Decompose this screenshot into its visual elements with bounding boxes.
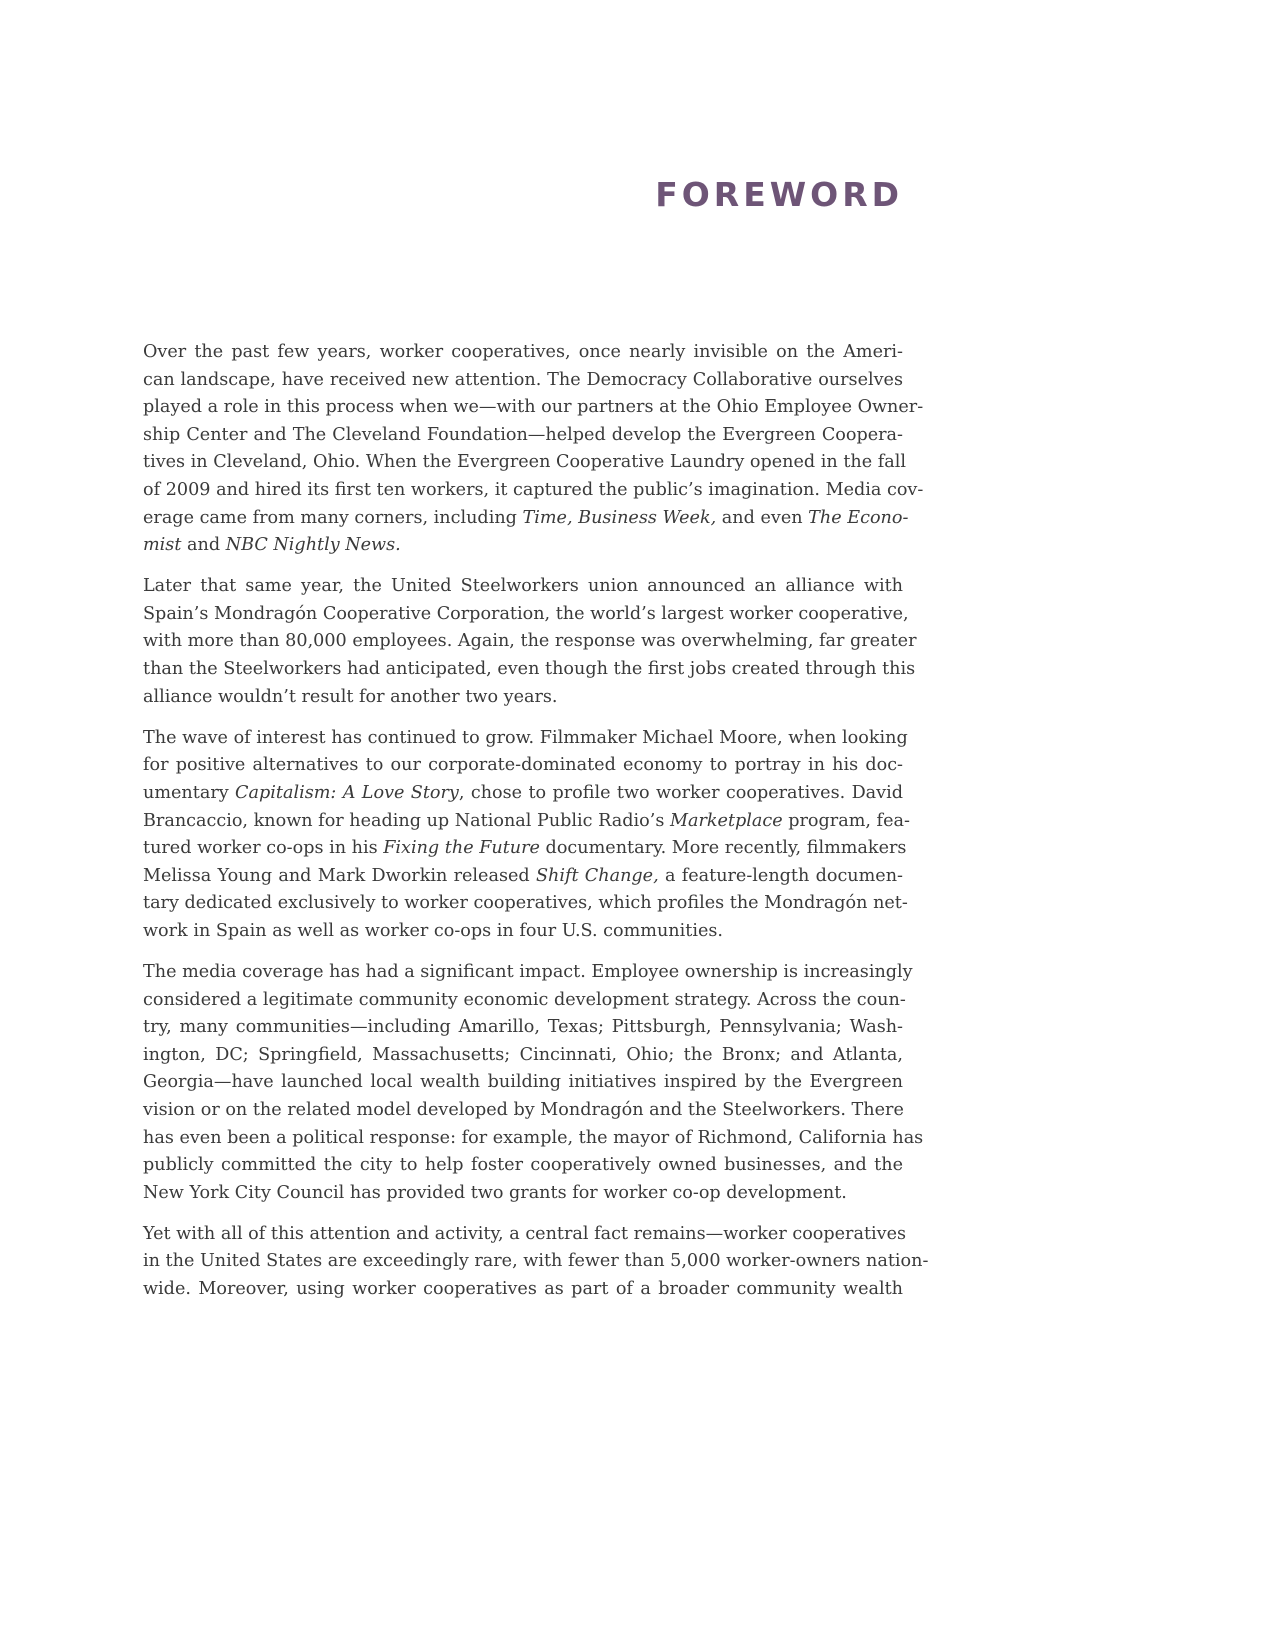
text-line: [143, 890, 908, 918]
text-line: [143, 449, 906, 477]
text-segment: umentary: [143, 782, 236, 803]
line-content: [143, 449, 906, 477]
text-line: [143, 752, 903, 780]
paragraph: [143, 725, 910, 946]
text-segment: Georgia—have launched local wealth building initiatives inspired by the Evergreen: [143, 1072, 903, 1093]
text-line: [143, 918, 903, 946]
text-line: [143, 808, 910, 836]
text-segment: Yet with all of this attention and activity, a central fact remains—worker cooperatives: [143, 1223, 907, 1244]
text-line: [143, 684, 903, 712]
italic-title: Marketplace: [669, 810, 783, 831]
line-content: [143, 808, 910, 836]
text-segment: tives in Cleveland, Ohio. When the Evergreen Cooperative Laundry opened in the fall: [143, 452, 906, 473]
line-content: [143, 1221, 907, 1249]
text-line: [143, 1276, 903, 1304]
text-segment: has even been a political response: for example, the mayor of Richmond, California has: [143, 1127, 924, 1148]
line-content: [143, 505, 909, 533]
text-segment: vision or on the related model developed by Mondragón and the Steelworkers. There: [143, 1099, 904, 1120]
line-content: [143, 863, 903, 891]
text-segment: and even: [716, 507, 809, 528]
line-content: [143, 339, 903, 367]
text-line: [143, 1042, 903, 1070]
text-segment: than the Steelworkers had anticipated, even though the first jobs created through this: [143, 659, 916, 680]
line-content: [143, 601, 909, 629]
text-line: [143, 1069, 903, 1097]
text-segment: ship Center and The Cleveland Foundation—helped develop the Evergreen Coopera-: [143, 424, 903, 445]
text-segment: Over the past few years, worker cooperatives, once nearly invisible on the Ameri-: [143, 342, 903, 362]
text-line: [143, 656, 916, 684]
line-content: [143, 890, 908, 918]
line-content: [143, 1097, 903, 1125]
line-content: [143, 394, 924, 422]
text-segment: documentary. More recently, filmmakers: [539, 838, 907, 859]
text-segment: program, fea-: [782, 810, 910, 831]
text-segment: wide. Moreover, using worker cooperatives as part of a broader community wealth: [143, 1279, 903, 1299]
line-content: [143, 987, 906, 1015]
text-line: [143, 780, 903, 808]
line-content: [143, 1042, 903, 1070]
line-content: [143, 367, 903, 395]
paragraph: [143, 1221, 929, 1304]
text-line: [143, 628, 917, 656]
italic-title: Fixing the Future: [383, 838, 540, 859]
text-line: [143, 1125, 924, 1153]
text-segment: , chose to profile two worker cooperatives. David: [458, 782, 903, 803]
text-segment: played a role in this process when we—with our partners at the Ohio Employee Owner-: [143, 397, 924, 418]
italic-title: Time, Business Week,: [522, 507, 717, 528]
text-segment: The wave of interest has continued to grow. Filmmaker Michael Moore, when looking: [143, 727, 908, 748]
text-line: [143, 959, 913, 987]
paragraph: [143, 573, 917, 711]
italic-title: The Econo-: [808, 507, 909, 528]
line-content: [143, 1014, 903, 1042]
line-content: [143, 628, 917, 656]
line-content: [143, 752, 903, 780]
line-content: [143, 1125, 924, 1153]
text-segment: with more than 80,000 employees. Again, the response was overwhelming, far greater: [143, 631, 917, 652]
text-line: [143, 835, 907, 863]
text-segment: can landscape, have received new attention. The Democracy Collaborative ourselves: [143, 369, 903, 390]
text-segment: considered a legitimate community economic development strategy. Across the coun-: [143, 989, 906, 1010]
text-segment: in the United States are exceedingly rare, with fewer than 5,000 worker-owners nation-: [143, 1251, 929, 1272]
line-content: [143, 835, 907, 863]
line-content: [143, 959, 913, 987]
text-segment: erage came from many corners, including: [143, 507, 523, 528]
italic-title: Capitalism: A Love Story: [235, 782, 459, 803]
line-content: [143, 1069, 903, 1097]
text-line: [143, 573, 903, 601]
line-content: [143, 1180, 903, 1208]
line-content: [143, 725, 908, 753]
line-content: [143, 532, 903, 560]
text-segment: tured worker co-ops in his: [143, 838, 384, 859]
text-segment: a feature-length documen-: [658, 865, 903, 886]
text-segment: Later that same year, the United Steelworkers union announced an alliance with: [143, 576, 903, 597]
text-line: [143, 1221, 907, 1249]
text-line: [143, 601, 909, 629]
text-segment: Spain’s Mondragón Cooperative Corporation, the world’s largest worker cooperative,: [143, 603, 909, 624]
text-line: [143, 422, 903, 450]
line-content: [143, 422, 903, 450]
page-title: FOREWORD: [655, 175, 903, 215]
text-line: [143, 505, 909, 533]
text-line: [143, 1180, 903, 1208]
foreword-body: [143, 339, 929, 1317]
text-segment: Brancaccio, known for heading up National Public Radio’s: [143, 810, 670, 831]
line-content: [143, 573, 903, 601]
text-segment: New York City Council has provided two grants for worker co-op development.: [143, 1182, 847, 1203]
line-content: [143, 918, 903, 946]
italic-title: NBC Nightly News.: [225, 535, 401, 556]
text-line: [143, 1014, 903, 1042]
line-content: [143, 1276, 903, 1304]
text-line: [143, 725, 908, 753]
text-segment: for positive alternatives to our corporate-dominated economy to portray in his doc-: [143, 755, 903, 776]
line-content: [143, 1248, 929, 1276]
text-segment: publicly committed the city to help foster cooperatively owned businesses, and the: [143, 1155, 903, 1176]
line-content: [143, 780, 903, 808]
paragraph: [143, 959, 924, 1207]
text-segment: alliance wouldn’t result for another two years.: [143, 686, 558, 707]
line-content: [143, 477, 924, 505]
text-segment: of 2009 and hired its first ten workers, it captured the public’s imagination. Media cov-: [143, 479, 924, 500]
line-content: [143, 684, 903, 712]
text-segment: ington, DC; Springfield, Massachusetts; Cincinnati, Ohio; the Bronx; and Atlanta,: [143, 1044, 903, 1065]
paragraph: [143, 339, 924, 560]
text-line: [143, 367, 903, 395]
text-line: [143, 987, 906, 1015]
text-line: [143, 339, 903, 367]
text-line: [143, 394, 924, 422]
text-segment: try, many communities—including Amarillo, Texas; Pittsburgh, Pennsylvania; Wash-: [143, 1017, 903, 1038]
text-line: [143, 863, 903, 891]
line-content: [143, 1152, 903, 1180]
italic-title: Shift Change,: [535, 865, 659, 886]
text-segment: tary dedicated exclusively to worker cooperatives, which profiles the Mondragón net-: [143, 893, 908, 914]
text-line: [143, 477, 924, 505]
text-segment: The media coverage has had a significant impact. Employee ownership is increasingly: [143, 961, 913, 982]
text-line: [143, 1097, 903, 1125]
text-line: [143, 1248, 929, 1276]
text-segment: work in Spain as well as worker co-ops in four U.S. communities.: [143, 920, 724, 941]
italic-title: mist: [143, 535, 182, 556]
text-line: [143, 1152, 903, 1180]
line-content: [143, 656, 916, 684]
text-segment: and: [181, 535, 226, 556]
text-line: [143, 532, 903, 560]
text-segment: Melissa Young and Mark Dworkin released: [143, 865, 536, 886]
